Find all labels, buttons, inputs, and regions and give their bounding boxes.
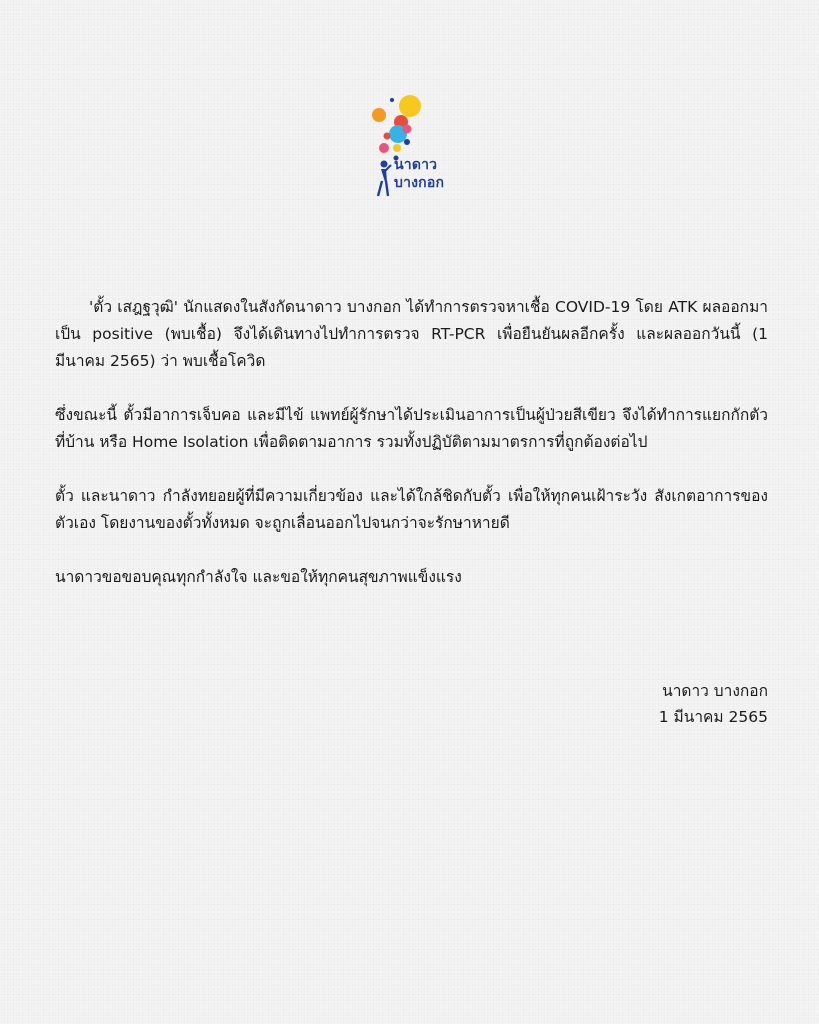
signature-date: 1 มีนาคม 2565 xyxy=(658,708,768,726)
paragraph-2: ซึ่งขณะนี้ ตั้วมีอาการเจ็บคอ และมีไข้ แพทย์ผู้รักษาได้ประเมินอาการเป็นผู้ป่วยสีเขียว จึงได้ทำการแยกกักตัวที่บ้าน หรือ Home Isolation เพื่อติดตามอาการ รวมทั้งปฏิบัติตามมาตรการที่ถูกต้องต่อไป xyxy=(55,406,768,451)
logo-text-line2: บางกอก xyxy=(394,175,445,191)
logo-text-line1: นาดาว xyxy=(394,157,438,173)
signature-org: นาดาว บางกอก xyxy=(662,682,768,700)
signature-block xyxy=(659,678,768,730)
paragraph-4: นาดาวขอขอบคุณทุกกำลังใจ และขอให้ทุกคนสุขภาพแข็งแรง xyxy=(55,568,462,586)
paragraph-1: 'ตั้ว เสฎฐวุฒิ' นักแสดงในสังกัดนาดาว บางกอก ได้ทำการตรวจหาเชื้อ COVID-19 โดย ATK ผลออกมาเป็น positive (พบเชื้อ) จึงได้เดินทางไปทำการตรวจ RT-PCR เพื่อยืนยันผลอีกครั้ง และผลออกวันนี้ (1 มีนาคม 2565) ว่า พบเชื้อโควิด xyxy=(55,298,768,370)
announcement-body xyxy=(55,294,768,591)
nadao-logo xyxy=(364,92,460,204)
paragraph-3: ตั้ว และนาดาว กำลังทยอยผู้ที่มีความเกี่ยวข้อง และได้ใกล้ชิดกับตั้ว เพื่อให้ทุกคนเฝ้าระวัง สังเกตอาการของตัวเอง โดยงานของตั้วทั้งหมด จะถูกเลื่อนออกไปจนกว่าจะรักษาหายดี xyxy=(55,487,768,532)
